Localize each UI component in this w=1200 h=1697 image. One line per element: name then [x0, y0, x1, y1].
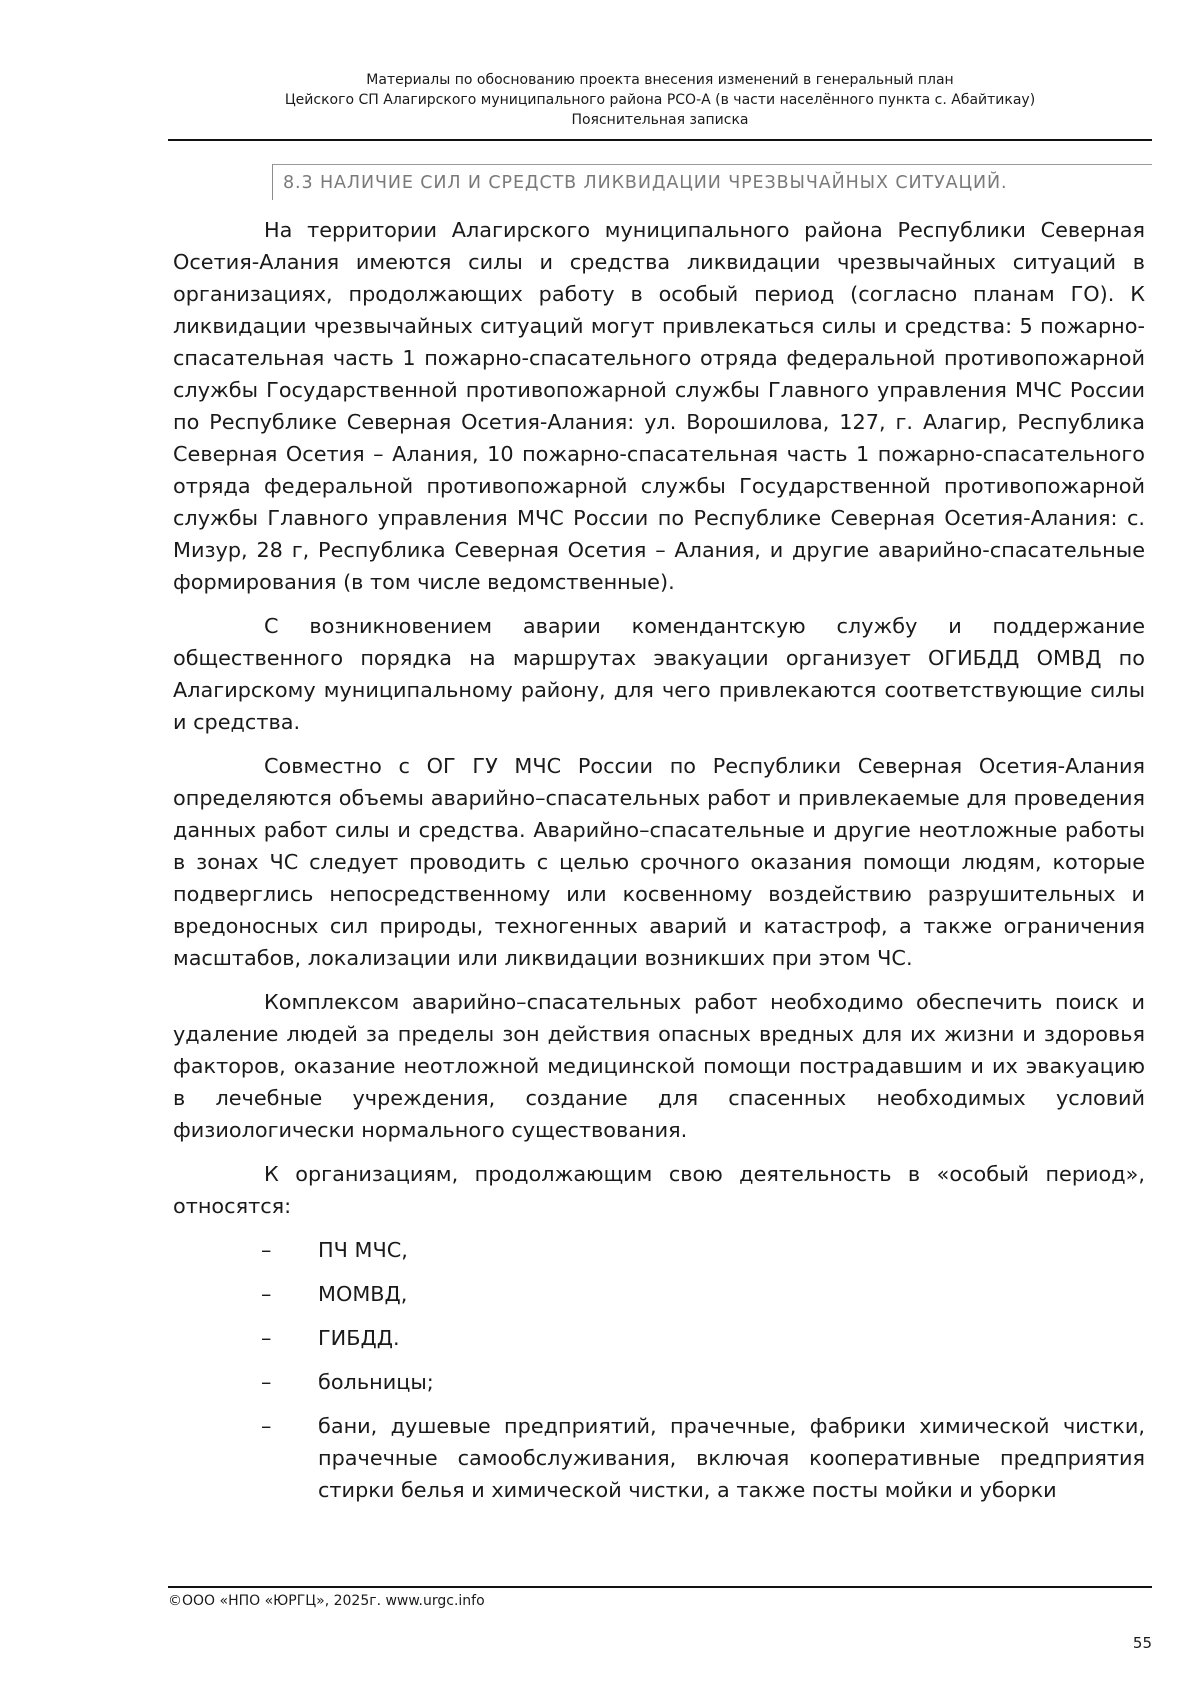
header-line-3: Пояснительная записка: [571, 112, 749, 128]
paragraph: С возникновением аварии комендантскую службу и поддержание общественного порядка на маршрутах эвакуации организует ОГИБДД ОМВД по Алагирскому муниципальному району, для чего привлекаются соответствующие силы и средства.: [173, 614, 1145, 734]
list-marker: –: [261, 1414, 272, 1438]
section-heading: 8.3 НАЛИЧИЕ СИЛ И СРЕДСТВ ЛИКВИДАЦИИ ЧРЕЗВЫЧАЙНЫХ СИТУАЦИЙ.: [283, 173, 1008, 193]
list-marker: –: [261, 1370, 272, 1394]
organization-list: [173, 1234, 1145, 1506]
list-item: [173, 1322, 1145, 1354]
list-item: [173, 1366, 1145, 1398]
list-item-text: больницы;: [318, 1370, 434, 1394]
paragraph: На территории Алагирского муниципального района Республики Северная Осетия-Алания имеются силы и средства ликвидации чрезвычайных ситуаций в организациях, продолжающих работу в особый период (согласно планам ГО). К ликвидации чрезвычайных ситуаций могут привлекаться силы и средства: 5 пожарно-спасательная часть 1 пожарно-спасательного отряда федеральной противопожарной службы Государственной противопожарной службы Главного управления МЧС России по Республике Северная Осетия-Алания: ул. Ворошилова, 127, г. Алагир, Республика Северная Осетия – Алания, 10 пожарно-спасательная часть 1 пожарно-спасательного отряда федеральной противопожарной службы Государственной противопожарной службы Главного управления МЧС России по Республике Северная Осетия-Алания: с. Мизур, 28 г, Республика Северная Осетия – Алания, и другие аварийно-спасательные формирования (в том числе ведомственные).: [173, 218, 1145, 594]
body-text: [173, 214, 1145, 1518]
footer-rule: [168, 1586, 1152, 1588]
list-item: [173, 1410, 1145, 1506]
list-marker: –: [261, 1326, 272, 1350]
list-marker: –: [261, 1238, 272, 1262]
page-header: [168, 70, 1152, 130]
header-line-1: Материалы по обоснованию проекта внесения изменений в генеральный план: [366, 72, 954, 88]
header-rule: [168, 139, 1152, 141]
list-item: [173, 1234, 1145, 1266]
paragraph: Комплексом аварийно–спасательных работ необходимо обеспечить поиск и удаление людей за пределы зон действия опасных вредных для их жизни и здоровья факторов, оказание неотложной медицинской помощи пострадавшим и их эвакуацию в лечебные учреждения, создание для спасенных необходимых условий физиологически нормального существования.: [173, 990, 1145, 1142]
section-heading-box: [272, 164, 1152, 200]
list-item-text: МОМВД,: [318, 1282, 408, 1306]
paragraph: Совместно с ОГ ГУ МЧС России по Республики Северная Осетия-Алания определяются объемы аварийно–спасательных работ и привлекаемые для проведения данных работ силы и средства. Аварийно–спасательные и другие неотложные работы в зонах ЧС следует проводить с целью срочного оказания помощи людям, которые подверглись непосредственному или косвенному воздействию разрушительных и вредоносных сил природы, техногенных аварий и катастроф, а также ограничения масштабов, локализации или ликвидации возникших при этом ЧС.: [173, 754, 1145, 970]
footer-copyright: ©ООО «НПО «ЮРГЦ», 2025г. www.urgc.info: [168, 1593, 485, 1609]
list-marker: –: [261, 1282, 272, 1306]
header-line-2: Цейского СП Алагирского муниципального района РСО-А (в части населённого пункта с. Абайтикау): [284, 92, 1036, 108]
list-item-text: ГИБДД.: [318, 1326, 400, 1350]
list-item-text: ПЧ МЧС,: [318, 1238, 408, 1262]
page-number: 55: [1132, 1634, 1152, 1652]
list-item-text: бани, душевые предприятий, прачечные, фабрики химической чистки, прачечные самообслуживания, включая кооперативные предприятия стирки белья и химической чистки, а также посты мойки и уборки: [318, 1414, 1145, 1502]
paragraph: К организациям, продолжающим свою деятельность в «особый период», относятся:: [173, 1162, 1145, 1218]
list-item: [173, 1278, 1145, 1310]
